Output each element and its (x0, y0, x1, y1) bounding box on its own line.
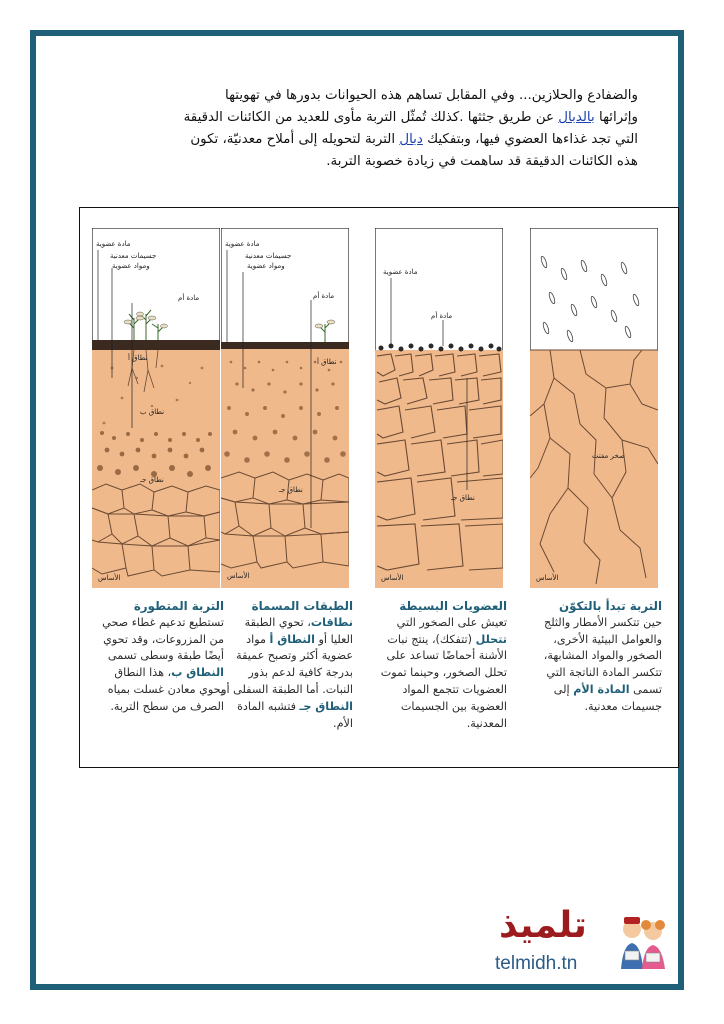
label-bedrock: الأساس (536, 574, 559, 582)
caption-title: التربة المتطورة (133, 599, 224, 613)
label-organic-matter: مادة عضوية (383, 268, 418, 276)
logo-arabic-text: تلميذ (499, 905, 587, 946)
label-organic-matter: مادة عضوية (225, 240, 260, 248)
stage-soil-begins-illustration (530, 228, 658, 588)
logo-site-text: telmidh.tn (495, 953, 578, 974)
caption-title: التربة تبدأ بالتكوّن (559, 599, 662, 613)
label-parent-material: مادة أم (313, 292, 335, 300)
caption-text: ، هذا النطاق يحوي معادن غسلت بمياه الصرف من سطح التربة. (107, 666, 224, 713)
intro-text: التي تجد غذاءها العضوي فيها، وبتفكيك (422, 132, 638, 147)
label-parent-material: مادة أم (431, 312, 453, 320)
caption-title: العضويات البسيطة (399, 599, 507, 613)
label-and-organic: ومواد عضوية (247, 262, 285, 270)
intro-text: التربة لتحويله إلى أملاح معدنيّة، تكون (190, 132, 400, 147)
caption-title: الطبقات المسماة (251, 599, 353, 613)
caption-text: تعيش على الصخور التي (396, 615, 507, 629)
label-horizon-c: نطاق جـ (279, 486, 303, 494)
intro-paragraph (78, 85, 638, 173)
stage-named-layers-illustration (221, 228, 349, 588)
caption-text: (تتفكك)، ينتج نبات الأشنة أحماضًا تساعد على تحلل الصخور، وحينما تموت العضويات تتجمع المواد العضوية بين الجسيمات المعدنية. (380, 632, 507, 730)
label-mineral-particles: جسيمات معدنية (245, 252, 292, 260)
kids-reading-icon (615, 909, 670, 974)
intro-text: وإثرائها (594, 110, 638, 125)
label-bedrock: الأساس (98, 574, 121, 582)
stage-simple-organisms-illustration (375, 228, 503, 588)
label-horizon-c: نطاق جـ (140, 476, 164, 484)
label-horizon-c: نطاق جـ (451, 494, 475, 502)
caption-text: مواد عضوية أكثر وتصبح عميقة بدرجة كافية لدعم بذور النبات. أما الطبقة السفلى أو (221, 632, 353, 696)
label-mineral-particles: جسيمات معدنية (110, 252, 157, 260)
caption-text: ، تحوي الطبقة العليا أو (244, 615, 353, 646)
caption-term: تتحلل (475, 632, 507, 646)
intro-line-1: والضفادع والحلازين... وفي المقابل تساهم هذه الحيوانات بدورها في تهويتها (225, 88, 638, 103)
caption-soil-begins (530, 598, 662, 716)
intro-line-2 (78, 107, 638, 129)
soil-formation-figure (79, 207, 679, 768)
caption-text: إلى جسيمات معدنية. (553, 682, 662, 713)
caption-named-layers (221, 598, 353, 732)
caption-term: نطاقات (310, 615, 353, 629)
intro-line-4: هذه الكائنات الدقيقة قد ساهمت في زيادة خصوبة التربة. (326, 154, 638, 169)
label-and-organic: ومواد عضوية (112, 262, 150, 270)
label-horizon-a: نطاق أ (317, 358, 337, 366)
caption-simple-organisms (375, 598, 507, 732)
caption-text: فتشبه المادة الأم. (237, 699, 353, 730)
label-horizon-a: نطاق أ (128, 354, 148, 362)
caption-term: النطاق أ (269, 632, 315, 646)
humus-link[interactable]: بالدبال (558, 110, 595, 125)
intro-line-3 (78, 129, 638, 151)
label-horizon-b: نطاق ب (140, 408, 165, 416)
telmidh-logo[interactable] (495, 905, 670, 980)
caption-text: تستطيع تدعيم غطاء صحي من المزروعات، وقد تحوي أيضًا طبقة وسطى تسمى (102, 615, 224, 663)
humus-link-2[interactable]: دبال (399, 132, 423, 147)
label-parent-material: مادة أم (178, 294, 200, 302)
label-bedrock: الأساس (227, 572, 250, 580)
caption-developed-soil (92, 598, 224, 716)
caption-term: النطاق ب (171, 666, 224, 680)
label-organic-matter: مادة عضوية (96, 240, 131, 248)
caption-term: النطاق جـ (299, 699, 353, 713)
label-weathered-rock: صخر مفتت (592, 452, 625, 460)
label-bedrock: الأساس (381, 574, 404, 582)
caption-term: المادة الأم (573, 682, 630, 696)
caption-text: حين تتكسر الأمطار والثلج والعوامل البيئية الأخرى، الصخور والمواد المشابهة، تتكسر المادة الناتجة التي تسمى (543, 615, 662, 696)
stage-developed-soil-illustration (92, 228, 220, 588)
intro-text: عن طريق جثثها .كذلك تُمثّل التربة مأوى للعديد من الكائنات الدقيقة (183, 110, 559, 125)
